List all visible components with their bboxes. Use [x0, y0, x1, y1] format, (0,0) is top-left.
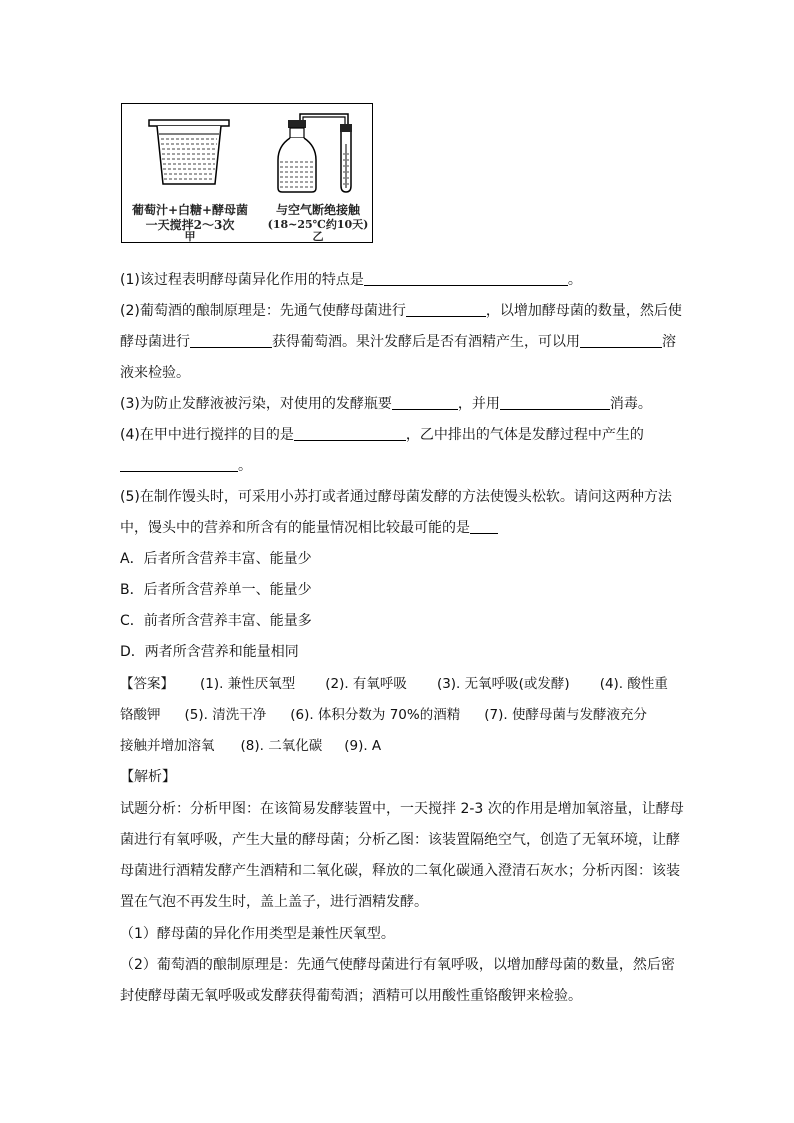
caption-yi-line1: 与空气断绝接触 — [275, 203, 360, 217]
question-4-text-cont: ，乙中排出的气体是发酵过程中产生的 — [405, 427, 644, 443]
caption-yi-label: 乙 — [312, 230, 324, 243]
answer-1: (1). 兼性厌氧型 — [200, 676, 296, 692]
answer-blank — [392, 395, 458, 410]
answer-blank — [190, 333, 272, 348]
question-4-text: (4)在甲中进行搅拌的目的是 — [120, 427, 294, 443]
analysis-p1-line2: 菌进行有氧呼吸，产生大量的酵母菌；分析乙图：该装置隔绝空气，创造了无氧环境，让酵 — [120, 832, 680, 848]
answer-blank — [364, 271, 568, 286]
question-1 — [120, 270, 582, 290]
answer-7-cont: 接触并增加溶氧 — [120, 738, 215, 754]
answer-3: (3). 无氧呼吸(或发酵) — [436, 676, 570, 692]
question-4-text-end: 。 — [238, 458, 252, 474]
question-2-line2 — [120, 332, 676, 352]
option-d: D．两者所含营养和能量相同 — [120, 644, 299, 660]
answer-2: (2). 有氧呼吸 — [325, 676, 407, 692]
question-4-line1 — [120, 425, 644, 445]
question-3 — [120, 394, 652, 414]
question-2-text-end: 溶 — [662, 334, 676, 350]
answer-blank — [500, 395, 610, 410]
analysis-p1-line3: 母菌进行酒精发酵产生酒精和二氧化碳，释放的二氧化碳通入澄清石灰水；分析丙图：该装 — [120, 863, 680, 879]
analysis-p1-line1: 试题分析：分析甲图：在该简易发酵装置中，一天搅拌 2-3 次的作用是增加氧溶量，让酵母 — [120, 801, 684, 817]
question-3-text: (3)为防止发酵液被污染，对使用的发酵瓶要 — [120, 396, 392, 412]
option-c: C．前者所含营养丰富、能量多 — [120, 613, 312, 629]
caption-yi-line2: (18~25℃约10天) — [267, 218, 369, 231]
question-4-line2 — [120, 456, 252, 476]
basin-jia — [149, 120, 229, 184]
caption-jia-label: 甲 — [184, 230, 196, 243]
answer-9: (9). A — [344, 738, 382, 754]
caption-jia-line1: 葡萄汁+白糖+酵母菌 — [131, 203, 249, 217]
question-3-text-cont: ，并用 — [457, 396, 500, 412]
question-2-line3: 液来检验。 — [120, 365, 190, 381]
question-2-text-cont: 获得葡萄酒。果汁发酵后是否有酒精产生，可以用 — [272, 334, 580, 350]
answer-blank — [120, 457, 238, 472]
analysis-p3-line2: 封使酵母菌无氧呼吸或发酵获得葡萄酒；酒精可以用酸性重铬酸钾来检验。 — [120, 988, 582, 1004]
question-5-text: 中，馒头中的营养和所含有的能量情况相比较最可能的是 — [120, 520, 470, 536]
analysis-label: 【解析】 — [120, 769, 176, 785]
answer-line1 — [120, 674, 668, 694]
question-2-text: (2)葡萄酒的酿制原理是：先通气使酵母菌进行 — [120, 303, 406, 319]
question-1-text: (1)该过程表明酵母菌异化作用的特点是 — [120, 272, 364, 288]
answer-4-cont: 铬酸钾 — [120, 707, 161, 723]
experiment-figure — [121, 103, 373, 243]
answer-label: 【答案】 — [120, 676, 174, 692]
analysis-p1-line4: 置在气泡不再发生时，盖上盖子，进行酒精发酵。 — [120, 894, 428, 910]
question-2-line1 — [120, 301, 682, 321]
answer-8: (8). 二氧化碳 — [240, 738, 323, 754]
bottle-yi — [278, 114, 352, 192]
caption-jia-line2: 一天搅拌2～3次 — [145, 218, 235, 232]
answer-6: (6). 体积分数为 70%的酒精 — [290, 707, 461, 723]
answer-5: (5). 清洗干净 — [184, 707, 267, 723]
answer-blank — [580, 333, 662, 348]
answer-7: (7). 使酵母菌与发酵液充分 — [484, 707, 647, 723]
question-1-end: 。 — [567, 272, 582, 288]
answer-blank — [470, 519, 498, 534]
option-a: A．后者所含营养丰富、能量少 — [120, 551, 312, 567]
answer-line2 — [120, 705, 647, 725]
question-2-text-cont: ，以增加酵母菌的数量，然后使 — [485, 303, 682, 319]
analysis-p3-line1: （2）葡萄酒的酿制原理是：先通气使酵母菌进行有氧呼吸，以增加酵母菌的数量，然后密 — [120, 957, 675, 973]
option-b: B．后者所含营养单一、能量少 — [120, 582, 312, 598]
question-5-line1: (5)在制作馒头时，可采用小苏打或者通过酵母菌发酵的方法使馒头松软。请问这两种方法 — [120, 489, 672, 505]
question-2-text: 酵母菌进行 — [120, 334, 190, 350]
answer-4: (4). 酸性重 — [599, 676, 668, 692]
question-5-line2 — [120, 518, 498, 538]
answer-line3 — [120, 736, 381, 756]
answer-blank — [294, 426, 406, 441]
analysis-p2: （1）酵母菌的异化作用类型是兼性厌氧型。 — [120, 926, 395, 942]
answer-blank — [406, 302, 486, 317]
question-3-text-end: 消毒。 — [609, 396, 652, 412]
